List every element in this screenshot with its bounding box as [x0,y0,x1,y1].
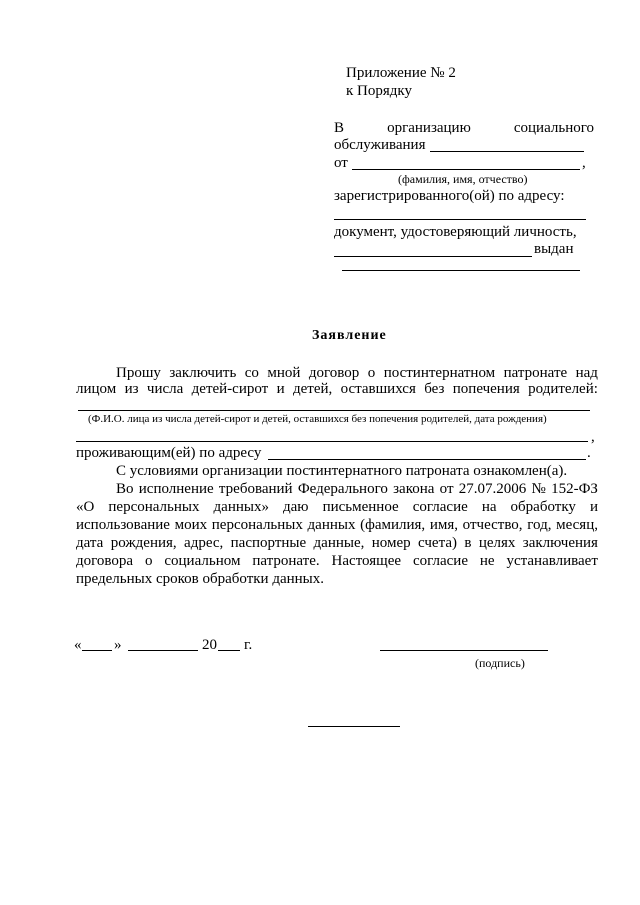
word: персональных [211,517,303,533]
word: на [481,499,497,515]
word: детей, [292,381,333,397]
word: родителей: [528,381,598,397]
word: числа [146,381,184,397]
word: закона [393,481,435,497]
word: мной [267,365,301,381]
word: договор [308,365,360,381]
word: Настоящее [331,553,402,569]
person-comma: , [591,429,595,445]
word: даю [283,499,309,515]
word: адрес, [184,535,224,551]
consent-line-5 [76,552,598,570]
word: патронате [503,365,568,381]
word: имя, [429,517,459,533]
consent-line-3 [76,516,598,534]
acquainted-text: С условиями организации постинтернатного патроната ознакомлен(а). [116,463,568,479]
word: и [589,499,598,515]
to-organization-line [334,119,594,137]
word: год, [527,517,552,533]
date-year-suffix: г. [244,637,253,653]
word: № [531,481,546,497]
word: не [479,553,495,569]
date-quote-open: « [74,637,82,653]
registered-label: зарегистрированного(ой) по адресу: [334,188,565,204]
word: в [464,535,472,551]
word: из [124,381,139,397]
word: данных [307,517,356,533]
fio-hint: (фамилия, имя, отчество) [398,172,528,186]
signature-hint: (подпись) [475,656,525,670]
organization-field-line[interactable] [430,151,584,152]
word: Во [116,481,134,497]
word: 152-ФЗ [551,481,598,497]
word: данные, [313,535,365,551]
word: и [276,381,285,397]
person-hint: (Ф.И.О. лица из числа детей-сирот и детей, оставшихся без попечения родителей, дата рождения) [88,413,547,425]
date-day-field-line[interactable] [82,650,112,651]
word: попечения [452,381,520,397]
word: письменное [322,499,399,515]
word: от [439,481,454,497]
date-year-field-line[interactable] [218,650,240,651]
person-field-line[interactable] [78,410,590,411]
word: требований [218,481,293,497]
word: счета) [418,535,457,551]
word: исполнение [138,481,214,497]
consent-line-2 [76,498,598,516]
word: месяц, [556,517,598,533]
word: персональных [108,499,200,515]
word: со [244,365,259,381]
word: моих [174,517,208,533]
living-dot: . [587,445,591,461]
word: целях [478,535,516,551]
word: номер [371,535,411,551]
word: согласие [412,553,468,569]
signature-field-line[interactable] [380,650,548,651]
closing-separator [308,726,400,727]
from-label: от [334,155,348,171]
word: отчество, [462,517,523,533]
to-word: организацию [387,120,471,136]
to-word: социального [513,120,594,136]
word: о [367,365,376,381]
word: 27.07.2006 [458,481,527,497]
request-line-2 [76,380,598,398]
address-field-line[interactable] [334,219,586,220]
person-continued-field-line[interactable] [76,441,588,442]
word: над [575,365,598,381]
word: лицом [76,381,117,397]
word: данных» [213,499,269,515]
consent-line-6: предельных сроков обработки данных. [76,571,324,587]
word: о [144,553,153,569]
living-label: проживающим(ей) по адресу [76,445,262,461]
date-year-prefix: 20 [202,637,217,653]
id-document-field-line[interactable] [334,256,532,257]
issued-label: выдан [534,241,574,257]
date-quote-close: » [114,637,122,653]
word: постинтернатном [383,365,496,381]
from-comma: , [582,155,586,171]
word: рождения, [110,535,177,551]
to-word: В [334,120,345,136]
word: «О [76,499,95,515]
word: Прошу [116,365,161,381]
word: обработку [510,499,576,515]
document-title: Заявление [312,328,387,343]
word: (фамилия, [360,517,426,533]
word: оставшихся [340,381,416,397]
consent-line-1 [116,480,598,498]
word: заключения [522,535,598,551]
word: согласие [412,499,468,515]
service-label: обслуживания [334,137,426,153]
issued-by-field-line[interactable] [342,270,580,271]
word: устанавливает [506,553,598,569]
living-address-field-line[interactable] [268,459,586,460]
word: заключить [169,365,237,381]
word: детей-сирот [191,381,269,397]
word: Федерального [297,481,388,497]
word: использование [76,517,170,533]
date-month-field-line[interactable] [128,650,198,651]
word: договора [76,553,134,569]
applicant-name-field-line[interactable] [352,169,580,170]
word: патронате. [252,553,320,569]
appendix-number: Приложение № 2 [346,65,456,81]
word: социальном [164,553,241,569]
word: паспортные [230,535,307,551]
appendix-order: к Порядку [346,83,412,99]
word: без [424,381,445,397]
word: дата [76,535,104,551]
id-document-label: документ, удостоверяющий личность, [334,224,577,240]
consent-line-4 [76,534,598,552]
